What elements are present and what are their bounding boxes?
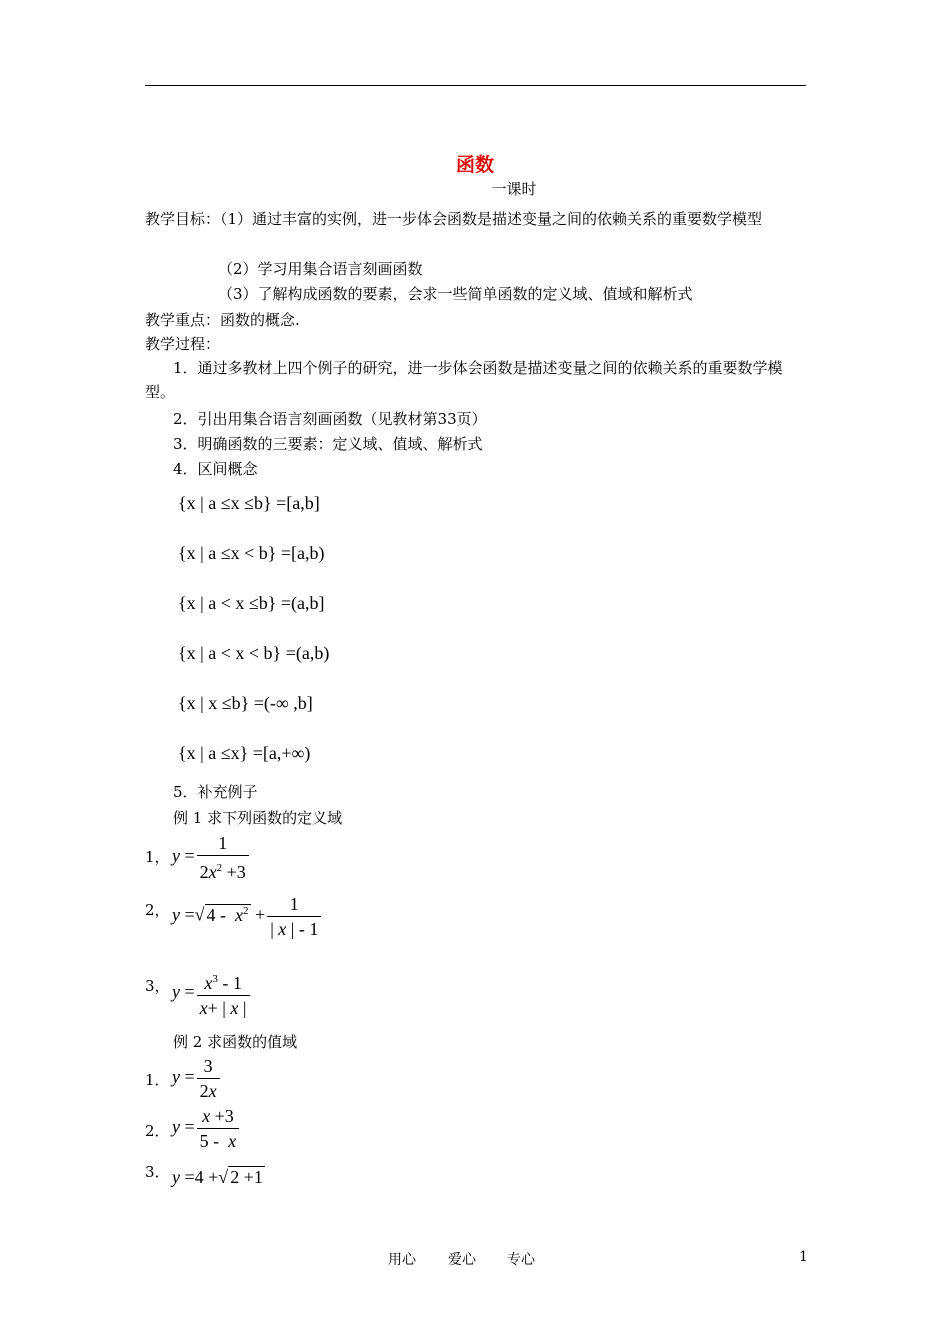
interval-value: =(-∞ ,b] xyxy=(253,693,313,713)
footer-text-1: 用心 xyxy=(388,1252,416,1268)
interval-set: {x | a ≤x < b} xyxy=(178,543,277,563)
page-subtitle: 一课时 xyxy=(491,180,537,198)
interval-value: =[a,+∞) xyxy=(252,743,311,763)
example-1-heading: 例 1 求下列函数的定义域 xyxy=(173,809,343,827)
process-step-2: 2．引出用集合语言刻画函数（见教材第33页） xyxy=(173,410,487,428)
header-rule xyxy=(145,85,806,86)
objective-3: （3）了解构成函数的要素，会求一些简单函数的定义域、值域和解析式 xyxy=(218,285,693,303)
interval-row xyxy=(178,593,325,614)
example-1-label-3: 3， xyxy=(145,977,170,995)
key-point: 教学重点：函数的概念. xyxy=(145,311,300,329)
formula-3: y = $\frac{x^3 - 1}{x+ | x |}$ xyxy=(172,968,252,1019)
interval-value: =[a,b] xyxy=(276,493,320,513)
example-2-heading: 例 2 求函数的值域 xyxy=(173,1033,298,1051)
interval-value: =(a,b) xyxy=(285,643,330,663)
example-1-label-1: 1， xyxy=(145,848,170,866)
interval-row xyxy=(178,493,320,514)
objective-2: （2）学习用集合语言刻画函数 xyxy=(218,260,423,278)
objective-1: 教学目标：（1）通过丰富的实例，进一步体会函数是描述变量之间的依赖关系的重要数学模型 xyxy=(145,210,763,228)
formula-4: y = $\frac{3}{2x}$ xyxy=(172,1055,222,1102)
interval-row xyxy=(178,693,313,714)
formula-1: y = $\frac{1}{2x^2 +3}$ xyxy=(172,832,251,883)
example-2-label-2: 2． xyxy=(145,1122,170,1140)
process-step-1: 1．通过多教材上四个例子的研究，进一步体会函数是描述变量之间的依赖关系的重要数学模型。 xyxy=(145,359,783,401)
example-2-label-3: 3． xyxy=(145,1163,170,1181)
page-number: 1 xyxy=(799,1249,808,1265)
process-step-5: 5．补充例子 xyxy=(173,783,258,801)
process-heading: 教学过程： xyxy=(145,335,221,353)
interval-set: {x | a ≤x ≤b} xyxy=(178,493,272,513)
interval-value: =[a,b) xyxy=(280,543,325,563)
interval-set: {x | a ≤x} xyxy=(178,743,249,763)
interval-row xyxy=(178,643,329,664)
process-step-3: 3．明确函数的三要素：定义域、值域、解析式 xyxy=(173,435,483,453)
footer-text-2: 爱心 xyxy=(448,1252,476,1268)
interval-set: {x | a < x ≤b} xyxy=(178,593,277,613)
example-2-label-1: 1． xyxy=(145,1071,170,1089)
interval-row xyxy=(178,543,325,564)
formula-2: y =√ $4 - x^2$ + $\frac{1}{| x | - 1}$ xyxy=(172,893,323,940)
page-title: 函数 xyxy=(455,154,494,176)
example-1-label-2: 2， xyxy=(145,901,170,919)
interval-value: =(a,b] xyxy=(280,593,325,613)
process-step-4: 4．区间概念 xyxy=(173,460,258,478)
formula-6: y =4 +√ 2 +1 xyxy=(172,1167,263,1187)
footer-text-3: 专心 xyxy=(507,1252,535,1268)
interval-row xyxy=(178,743,310,764)
formula-5: y = $\frac{x +3}{5 - x}$ xyxy=(172,1105,241,1152)
interval-set: {x | a < x < b} xyxy=(178,643,282,663)
interval-set: {x | x ≤b} xyxy=(178,693,250,713)
